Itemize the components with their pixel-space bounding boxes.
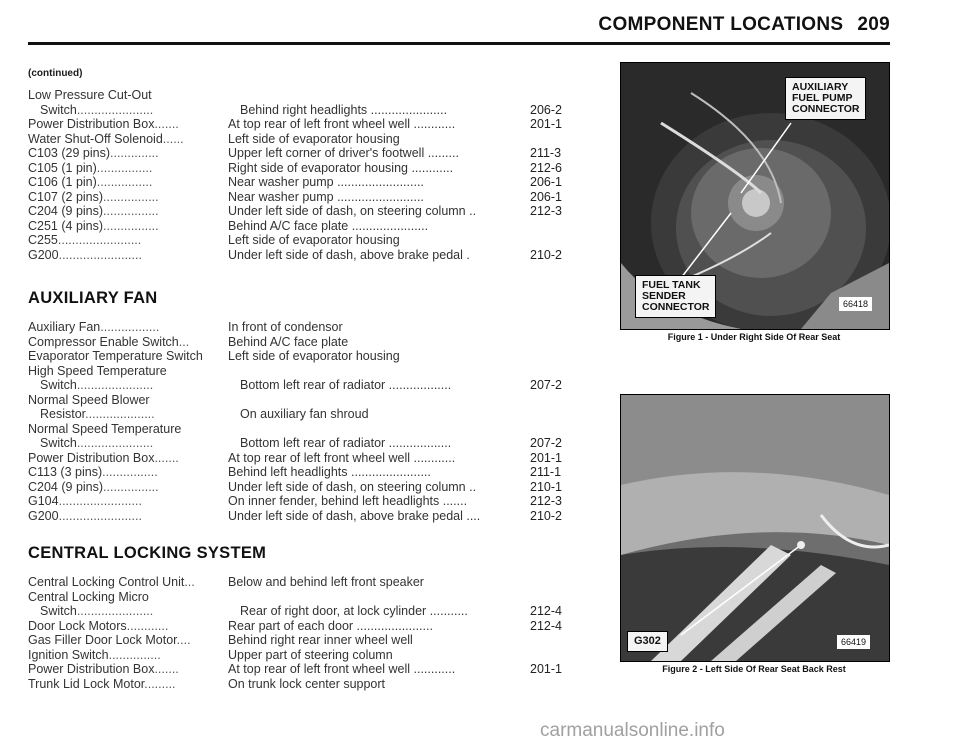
page-reference <box>530 648 568 663</box>
page-reference <box>530 219 568 234</box>
component-label: Auxiliary Fan <box>28 320 101 334</box>
leader-dots: ....... <box>154 662 179 676</box>
component-name <box>28 320 228 335</box>
component-location: Upper left corner of driver's footwell ......... <box>228 146 459 160</box>
figure-1-photo <box>620 62 890 330</box>
leader-dots: ................ <box>96 175 153 189</box>
component-row <box>28 320 568 335</box>
component-row <box>28 219 568 234</box>
component-label: G200 <box>28 247 59 262</box>
page-reference <box>530 364 568 379</box>
component-label: C113 (3 pins) <box>28 465 103 479</box>
page-reference: 206-1 <box>530 175 562 189</box>
leader-dots: ................. <box>100 320 160 334</box>
component-label: C255 <box>28 233 58 247</box>
callout-line: FUEL TANK <box>642 279 701 291</box>
figure-1-caption: Figure 1 - Under Right Side Of Rear Seat <box>667 332 841 342</box>
component-label: Switch <box>40 604 77 618</box>
component-row <box>28 604 568 619</box>
component-label: Gas Filler Door Lock Motor <box>28 633 177 647</box>
component-label: C106 (1 pin) <box>28 175 97 189</box>
leader-dots: ................ <box>103 189 159 204</box>
page-reference: 206-2 <box>530 102 562 117</box>
component-name <box>28 349 228 364</box>
component-location: Under left side of dash, above brake pedal .... <box>228 508 481 523</box>
page-reference: 201-1 <box>530 117 562 131</box>
component-label: Switch <box>40 436 77 450</box>
component-label: Power Distribution Box <box>28 117 155 131</box>
page-reference <box>530 575 568 590</box>
component-location: Near washer pump ......................... <box>228 175 424 189</box>
component-list-2 <box>28 320 568 523</box>
component-location: Under left side of dash, on steering column .. <box>228 204 477 218</box>
page-header <box>598 14 890 36</box>
component-name <box>28 117 228 132</box>
leader-dots: ............... <box>108 647 161 662</box>
leader-dots: ......... <box>144 676 176 691</box>
component-row <box>28 190 568 205</box>
component-row <box>28 335 568 350</box>
component-name <box>28 233 228 248</box>
component-row <box>28 677 568 692</box>
leader-dots: ........................ <box>58 494 142 508</box>
page-reference: 212-3 <box>530 494 562 508</box>
page-reference <box>530 590 568 605</box>
component-label: Central Locking Micro <box>28 589 149 604</box>
component-location: Right side of evaporator housing ............ <box>228 160 454 175</box>
component-name <box>28 407 240 422</box>
component-name <box>28 103 240 118</box>
figure-2-number: 66419 <box>837 635 870 649</box>
component-label: Low Pressure Cut-Out <box>28 88 152 102</box>
component-name <box>28 494 228 509</box>
leader-dots: ........................ <box>58 247 142 262</box>
component-row <box>28 349 568 364</box>
page-reference <box>530 633 568 648</box>
page-reference <box>530 393 568 408</box>
component-name <box>28 436 240 451</box>
component-name <box>28 575 228 590</box>
page-reference: 210-2 <box>530 508 562 523</box>
component-label: C107 (2 pins) <box>28 189 104 204</box>
page-reference: 210-1 <box>530 479 562 494</box>
leader-dots: ............ <box>126 618 169 633</box>
section-title-central-locking: CENTRAL LOCKING SYSTEM <box>28 544 267 562</box>
figure-2-caption: Figure 2 - Left Side Of Rear Seat Back Rest <box>662 664 846 674</box>
component-row <box>28 407 568 422</box>
component-location: Behind right rear inner wheel well <box>228 633 413 647</box>
leader-dots: ................ <box>96 160 153 175</box>
component-location: Left side of evaporator housing <box>228 131 400 146</box>
leader-dots: ................ <box>103 218 159 233</box>
component-row <box>28 633 568 648</box>
component-row <box>28 204 568 219</box>
page-reference <box>530 320 568 335</box>
callout-line: CONNECTOR <box>642 301 710 313</box>
component-location: On auxiliary fan shroud <box>240 407 369 421</box>
component-row <box>28 662 568 677</box>
page-reference: 211-1 <box>530 465 562 479</box>
page-reference: 212-3 <box>530 204 562 218</box>
header-rule <box>28 42 890 45</box>
component-name <box>28 204 228 219</box>
component-label: G200 <box>28 508 59 523</box>
component-name <box>28 175 228 190</box>
component-row <box>28 132 568 147</box>
component-name <box>28 248 228 263</box>
page-title: COMPONENT LOCATIONS <box>598 14 844 35</box>
page-reference: 211-3 <box>530 146 562 160</box>
leader-dots: ....... <box>154 117 179 131</box>
component-row <box>28 619 568 634</box>
component-location: Behind left headlights ....................... <box>228 465 431 479</box>
leader-dots: ...... <box>162 131 184 146</box>
figure-2-photo <box>620 394 890 662</box>
leader-dots: ................ <box>103 479 159 494</box>
leader-dots: ...................... <box>76 378 154 392</box>
component-location: Under left side of dash, on steering column .. <box>228 479 477 494</box>
component-location <box>228 88 530 103</box>
component-label: Power Distribution Box <box>28 450 155 465</box>
component-location: At top rear of left front wheel well ............ <box>228 117 456 131</box>
callout-line: SENDER <box>642 290 686 302</box>
component-row <box>28 575 568 590</box>
component-row <box>28 175 568 190</box>
figure-1-number: 66418 <box>839 297 872 311</box>
component-row <box>28 103 568 118</box>
component-name <box>28 648 228 663</box>
leader-dots: ... <box>178 334 190 349</box>
component-location: Under left side of dash, above brake pedal . <box>228 247 470 262</box>
component-location: Rear of right door, at lock cylinder ........... <box>240 604 468 618</box>
component-location: Bottom left rear of radiator .................. <box>240 378 452 392</box>
component-label: C103 (29 pins) <box>28 146 110 160</box>
component-label: C204 (9 pins) <box>28 479 104 494</box>
page-reference: 201-1 <box>530 450 562 465</box>
component-name <box>28 364 228 379</box>
component-label: Normal Speed Temperature <box>28 421 182 436</box>
callout-line: FUEL PUMP <box>792 92 853 104</box>
component-name <box>28 480 228 495</box>
component-location <box>228 422 530 437</box>
component-row <box>28 378 568 393</box>
leader-dots: ....... <box>154 450 179 465</box>
component-location: Left side of evaporator housing <box>228 233 400 247</box>
component-row <box>28 509 568 524</box>
component-label: C204 (9 pins) <box>28 204 104 218</box>
component-name <box>28 219 228 234</box>
component-label: Door Lock Motors <box>28 618 127 633</box>
component-row <box>28 648 568 663</box>
page-reference <box>530 422 568 437</box>
component-label: G104 <box>28 494 59 508</box>
leader-dots: .... <box>176 633 191 647</box>
component-location: Behind A/C face plate <box>228 334 349 349</box>
component-row <box>28 161 568 176</box>
component-name <box>28 335 228 350</box>
component-name <box>28 88 228 103</box>
leader-dots: ...................... <box>76 436 154 450</box>
component-label: Switch <box>40 378 77 392</box>
component-row <box>28 393 568 408</box>
page-reference: 212-4 <box>530 618 562 633</box>
component-location <box>228 364 530 379</box>
component-name <box>28 190 228 205</box>
component-name <box>28 378 240 393</box>
leader-dots: ...................... <box>76 604 154 618</box>
component-label: Compressor Enable Switch <box>28 334 179 349</box>
component-row <box>28 494 568 509</box>
component-name <box>28 604 240 619</box>
component-location: In front of condensor <box>228 320 343 334</box>
component-location: Behind A/C face plate ...................... <box>228 218 429 233</box>
component-label: Power Distribution Box <box>28 662 155 676</box>
callout-line: AUXILIARY <box>792 81 849 93</box>
page-reference: 206-1 <box>530 189 562 204</box>
component-label: High Speed Temperature <box>28 363 167 378</box>
component-list-1 <box>28 88 568 262</box>
component-name <box>28 422 228 437</box>
component-location: Behind right headlights ...................... <box>240 102 448 117</box>
watermark: carmanualsonline.info <box>540 720 725 741</box>
component-name <box>28 590 228 605</box>
page-reference <box>530 407 568 422</box>
component-label: Central Locking Control Unit <box>28 575 185 589</box>
component-location: Bottom left rear of radiator .................. <box>240 436 452 450</box>
page-reference: 207-2 <box>530 436 562 450</box>
component-label: Resistor <box>40 407 86 421</box>
section-title-auxiliary-fan: AUXILIARY FAN <box>28 289 158 307</box>
component-location: Upper part of steering column <box>228 647 393 662</box>
component-name <box>28 161 228 176</box>
component-name <box>28 633 228 648</box>
component-location <box>228 393 530 408</box>
component-row <box>28 146 568 161</box>
leader-dots: ........................ <box>58 508 142 523</box>
callout-fuel-tank-sender-connector <box>635 275 716 318</box>
leader-dots: ................ <box>102 465 158 479</box>
component-name <box>28 677 228 692</box>
component-location: Rear part of each door ...................... <box>228 618 433 633</box>
component-label: Ignition Switch <box>28 647 109 662</box>
component-location: At top rear of left front wheel well ............ <box>228 662 456 676</box>
component-name <box>28 619 228 634</box>
page-reference <box>530 233 568 248</box>
leader-dots: ........................ <box>57 233 142 247</box>
component-label: Switch <box>40 102 77 117</box>
component-row <box>28 451 568 466</box>
component-row <box>28 422 568 437</box>
figure-2-illustration <box>621 395 889 661</box>
component-label: Normal Speed Blower <box>28 392 150 407</box>
component-list-3 <box>28 575 568 691</box>
component-row <box>28 436 568 451</box>
page-reference: 207-2 <box>530 378 562 392</box>
component-label: Trunk Lid Lock Motor <box>28 676 145 691</box>
leader-dots: ... <box>184 575 195 589</box>
component-name <box>28 146 228 161</box>
page-reference <box>530 349 568 364</box>
component-row <box>28 465 568 480</box>
callout-auxiliary-fuel-pump-connector <box>785 77 866 120</box>
component-row <box>28 117 568 132</box>
component-location: On trunk lock center support <box>228 676 386 691</box>
page-reference <box>530 335 568 350</box>
page-reference: 212-6 <box>530 160 562 175</box>
component-name <box>28 132 228 147</box>
page-reference <box>530 88 568 103</box>
leader-dots: ................ <box>103 204 159 218</box>
component-label: Evaporator Temperature Switch <box>28 349 203 363</box>
component-row <box>28 233 568 248</box>
callout-g302: G302 <box>627 631 668 652</box>
page-reference <box>530 677 568 692</box>
component-location: On inner fender, behind left headlights ....... <box>228 494 468 508</box>
page-number: 209 <box>857 14 890 35</box>
component-location: Left side of evaporator housing <box>228 349 400 363</box>
component-row <box>28 480 568 495</box>
component-name <box>28 393 228 408</box>
component-location <box>228 590 530 605</box>
leader-dots: .............. <box>110 146 159 160</box>
component-row <box>28 364 568 379</box>
component-row <box>28 590 568 605</box>
component-label: C105 (1 pin) <box>28 160 97 175</box>
component-name <box>28 662 228 677</box>
leader-dots: ...................... <box>76 102 154 117</box>
page-reference <box>530 132 568 147</box>
callout-line: CONNECTOR <box>792 103 860 115</box>
page-reference: 212-4 <box>530 604 562 618</box>
page-reference: 201-1 <box>530 662 562 676</box>
leader-dots: .................... <box>85 407 155 421</box>
continued-label: (continued) <box>28 68 83 79</box>
component-name <box>28 465 228 480</box>
component-row <box>28 88 568 103</box>
component-label: C251 (4 pins) <box>28 218 104 233</box>
component-location: Below and behind left front speaker <box>228 575 424 589</box>
component-label: Water Shut-Off Solenoid <box>28 131 163 146</box>
component-name <box>28 451 228 466</box>
page-reference: 210-2 <box>530 247 562 262</box>
component-location: Near washer pump ......................... <box>228 189 424 204</box>
component-row <box>28 248 568 263</box>
component-location: At top rear of left front wheel well ............ <box>228 450 456 465</box>
component-name <box>28 509 228 524</box>
